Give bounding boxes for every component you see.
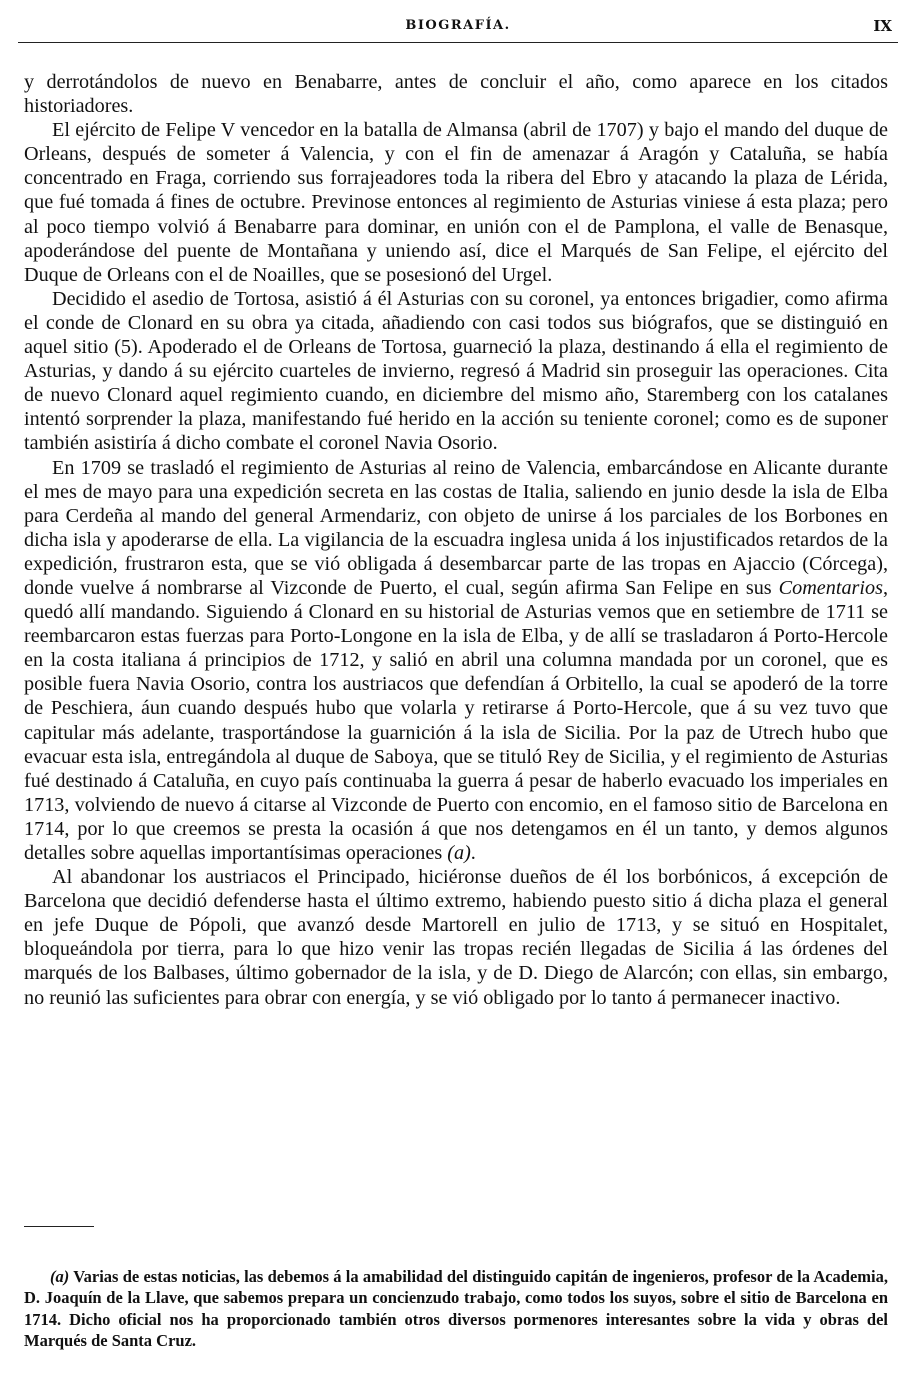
footnote-text: Varias de estas noticias, las debemos á la amabilidad del distinguido capitán de ingenieros, profesor de la Academia, D. Joaquín de la Llave, que sabemos prepara un concienzudo trabajo, como todos los suyos, sobre el sitio de Barcelona en 1714. Dicho oficial nos ha proporcionado también otros diversos pormenores interesantes sobre la vida y obras del Marqués de Santa Cruz. (24, 1267, 889, 1350)
running-header (18, 14, 898, 43)
footnote-separator (24, 1226, 94, 1227)
footnote (24, 1266, 888, 1351)
body-text (24, 70, 888, 1010)
paragraph-4-end: . (470, 842, 476, 864)
paragraph-3: Decidido el asedio de Tortosa, asistió á él Asturias con su coronel, ya entonces brigadier, como afirma el conde de Clonard en su obra ya citada, añadiendo con casi todos sus biógrafos, que se distinguió en aquel sitio (5). Apoderado el de Orleans de Tortosa, guarneció la plaza, destinando á ella el regimiento de Asturias, y dando á su ejército cuarteles de invierno, regresó á Madrid sin proseguir las operaciones. Cita de nuevo Clonard aquel regimiento cuando, en diciembre del mismo año, Staremberg con los catalanes intentó sorprender la plaza, manifestando fué herido en la acción su teniente coronel; como es de suponer también asistiría á dicho combate el coronel Navia Osorio. (24, 287, 888, 455)
footnote-marker: (a) (50, 1267, 70, 1286)
paragraph-2: El ejército de Felipe V vencedor en la batalla de Almansa (abril de 1707) y bajo el mando del duque de Orleans, después de someter á Valencia, y con el fin de amenazar á Aragón y Cataluña, se había concentrado en Fraga, corriendo sus forrajeadores toda la ribera del Ebro y atacando la plaza de Lérida, que fué tomada á fines de octubre. Previnose entonces al regimiento de Asturias viniese á esta plaza; pero al poco tiempo volvió á Benabarre para dominar, en unión con el de Pamplona, el valle de Benasque, apoderándose del puente de Montañana y uniendo así, dice el Marqués de San Felipe, el ejército del Duque de Orleans con el de Noailles, que se posesionó del Urgel. (24, 119, 888, 286)
header-title: BIOGRAFÍA. (405, 18, 511, 33)
paragraph-4-part-2: , quedó allí mandando. Siguiendo á Clonard en su historial de Asturias vemos que en setiembre de 1711 se reembarcaron estas fuerzas para Porto-Longone en la isla de Elba, y de allí se trasladaron á Porto-Hercole en la costa italiana á principios de 1712, y salió en abril una columna mandada por un coronel, que es posible fuera Navia Osorio, contra los austriacos que defendían á Orbitello, la cual se apoderó de la torre de Peschiera, áun cuando después hubo que volarla y retirarse á Porto-Hercole, que á su vez tuvo que capitular más adelante, trasportándose la guarnición á la isla de Sicilia. Por la paz de Utrech hubo que evacuar esta isla, entregándola al duque de Saboya, que se tituló Rey de Sicilia, y el regimiento de Asturias fué destinado á Cataluña, en cuyo país continuaba la guerra á pesar de haberlo evacuado los imperiales en 1713, volviendo de nuevo á citarse al Vizconde de Puerto con encomio, en el famoso sitio de Barcelona en 1714, por lo que creemos se presta la ocasión á que nos detengamos en él un tanto, y demos algunos detalles sobre aquellas importantísimas operaciones (24, 576, 888, 864)
paragraph-5: Al abandonar los austriacos el Principado, hiciéronse dueños de él los borbónicos, á excepción de Barcelona que decidió defenderse hasta el último extremo, habiendo puesto sitio á dicha plaza el general en jefe Duque de Pópoli, que avanzó desde Martorell en julio de 1713, y se situó en Hospitalet, bloqueándola por tierra, para lo que hizo venir las tropas recién llegadas de Sicilia á las órdenes del marqués de los Balbases, último gobernador de la isla, y de D. Diego de Alarcón; con ellas, sin embargo, no reunió las suficientes para obrar con energía, y se vió obligado por lo tanto á permanecer inactivo. (24, 866, 888, 1009)
page-number: IX (873, 17, 892, 35)
italic-title-comentarios: Comentarios (778, 576, 883, 599)
paragraph-1: y derrotándolos de nuevo en Benabarre, antes de concluir el año, como aparece en los citados historiadores. (24, 71, 888, 118)
footnote-reference: (a) (447, 842, 471, 864)
paragraph-4 (24, 456, 888, 866)
paragraph-4-part-1: En 1709 se trasladó el regimiento de Asturias al reino de Valencia, embarcándose en Alicante durante el mes de mayo para una expedición secreta en las costas de Italia, saliendo en junio desde la isla de Elba para Cerdeña al mando del general Armendariz, con objeto de unirse á los parciales de los Borbones en dicha isla y apoderarse de ella. La vigilancia de la escuadra inglesa unida á los injustificados retardos de la expedición, frustraron esta, que se vió obligada á desembarcar parte de las tropas en Ajaccio (Córcega), donde vuelve á nombrarse al Vizconde de Puerto, el cual, según afirma San Felipe en sus (24, 456, 888, 599)
